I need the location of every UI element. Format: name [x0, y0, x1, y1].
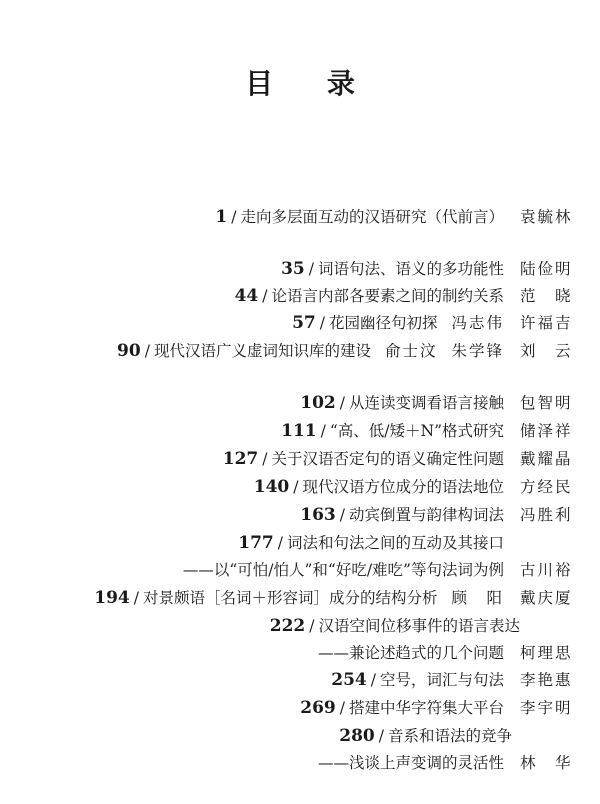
entry-author: 陆俭明 [520, 260, 573, 278]
entry-title: 论语言内部各要素之间的制约关系 [271, 287, 504, 305]
entry-title: 音系和语法的竞争 [387, 727, 512, 745]
entry-author: 戴耀晶 [520, 450, 573, 468]
separator: / [339, 394, 345, 412]
page-number: 177 [238, 533, 274, 553]
entry-author: 李宇明 [520, 699, 573, 717]
separator: / [339, 506, 345, 524]
separator: / [262, 287, 268, 305]
entry-author: 俞士汶 [384, 342, 438, 360]
separator: / [133, 589, 139, 607]
page-number: 222 [269, 616, 306, 636]
toc-entry[interactable] [300, 503, 582, 525]
toc-entry[interactable] [235, 284, 582, 306]
toc-entry[interactable] [254, 475, 582, 497]
separator: / [320, 422, 326, 440]
toc-entry[interactable] [300, 696, 582, 718]
entry-author: 冯胜利 [520, 506, 573, 524]
toc-entry[interactable] [117, 339, 582, 361]
entry-subtitle: ——浅谈上声变调的灵活性 [317, 754, 504, 772]
toc-entry[interactable] [292, 311, 582, 333]
entry-title: 现代汉语广义虚词知识库的建设 [153, 342, 371, 360]
entry-author: 刘 云 [520, 342, 573, 360]
entry-title: “高、低/矮＋N”格式研究 [329, 422, 504, 440]
toc-entry[interactable] [238, 531, 504, 553]
entry-author: 范 晓 [520, 287, 573, 305]
page-number: 127 [222, 449, 259, 469]
separator: / [262, 450, 268, 468]
toc-entry[interactable] [223, 447, 582, 469]
entry-author: 古川裕 [520, 561, 573, 579]
page-number: 140 [253, 477, 290, 497]
page-number: 194 [94, 588, 130, 608]
separator: / [339, 699, 345, 717]
toc-entry[interactable] [339, 724, 512, 746]
toc-entry-continuation[interactable] [318, 641, 582, 663]
entry-title: 对景颇语［名词＋形容词］成分的结构分析 [142, 589, 438, 607]
entry-author: 柯理思 [520, 644, 573, 662]
page-number: 269 [300, 698, 336, 718]
page-number: 44 [234, 286, 259, 306]
entry-author: 顾 阳 [451, 589, 504, 607]
entry-author: 李艳惠 [520, 671, 573, 689]
separator: / [319, 314, 325, 332]
entry-author: 储泽祥 [520, 422, 573, 440]
separator: / [293, 478, 299, 496]
entry-title: 搭建中华字符集大平台 [348, 699, 504, 717]
entry-title: 花园幽径句初探 [328, 314, 438, 332]
toc-entry-continuation[interactable] [318, 751, 582, 773]
toc-entry[interactable] [281, 257, 582, 279]
toc-entry[interactable] [281, 419, 582, 441]
separator: / [370, 671, 376, 689]
entry-author: 许福吉 [520, 314, 573, 332]
entry-author: 林 华 [520, 754, 573, 772]
entry-subtitle: ——以“可怕/怕人”和“好吃/难吃”等句法词为例 [182, 561, 504, 579]
page-number: 90 [117, 341, 141, 361]
toc-entry[interactable] [94, 586, 582, 608]
separator: / [277, 534, 283, 552]
separator: / [309, 617, 315, 635]
entry-author: 戴庆厦 [520, 589, 573, 607]
entry-title: 从连读变调看语言接触 [348, 394, 504, 412]
entry-title: 现代汉语方位成分的语法地位 [302, 478, 504, 496]
separator: / [308, 260, 314, 278]
page-number: 1 [215, 207, 228, 227]
toc-entry[interactable] [300, 391, 582, 413]
entry-author: 包智明 [520, 394, 573, 412]
page-number: 102 [300, 393, 336, 413]
page-number: 163 [300, 505, 336, 525]
entry-title: 动宾倒置与韵律构词法 [348, 506, 504, 524]
toc-entry[interactable] [270, 614, 520, 636]
separator: / [144, 342, 150, 360]
page-number: 111 [281, 421, 317, 441]
entry-title: 关于汉语否定句的语义确定性问题 [271, 450, 504, 468]
toc-entry[interactable] [331, 668, 582, 690]
toc-entry[interactable] [215, 205, 582, 227]
page-number: 35 [281, 259, 305, 279]
entry-title: 空号，词汇与句法 [379, 671, 504, 689]
separator: / [231, 208, 237, 226]
entry-author: 方经民 [520, 478, 573, 496]
page-title: 目 录 [245, 67, 377, 100]
page-number: 57 [292, 313, 316, 333]
entry-author: 袁毓林 [520, 208, 573, 226]
entry-title: 词语句法、语义的多功能性 [317, 260, 504, 278]
entry-title: 词法和句法之间的互动及其接口 [286, 534, 504, 552]
entry-author: 朱学锋 [451, 342, 504, 360]
toc-entry-continuation[interactable] [183, 558, 582, 580]
entry-subtitle: ——兼论述趋式的几个问题 [317, 644, 504, 662]
page-number: 280 [339, 726, 375, 746]
separator: / [378, 727, 384, 745]
page-number: 254 [331, 670, 367, 690]
entry-title: 走向多层面互动的汉语研究（代前言） [240, 208, 504, 226]
entry-author: 冯志伟 [451, 314, 504, 332]
entry-title: 汉语空间位移事件的语言表达 [318, 617, 520, 635]
